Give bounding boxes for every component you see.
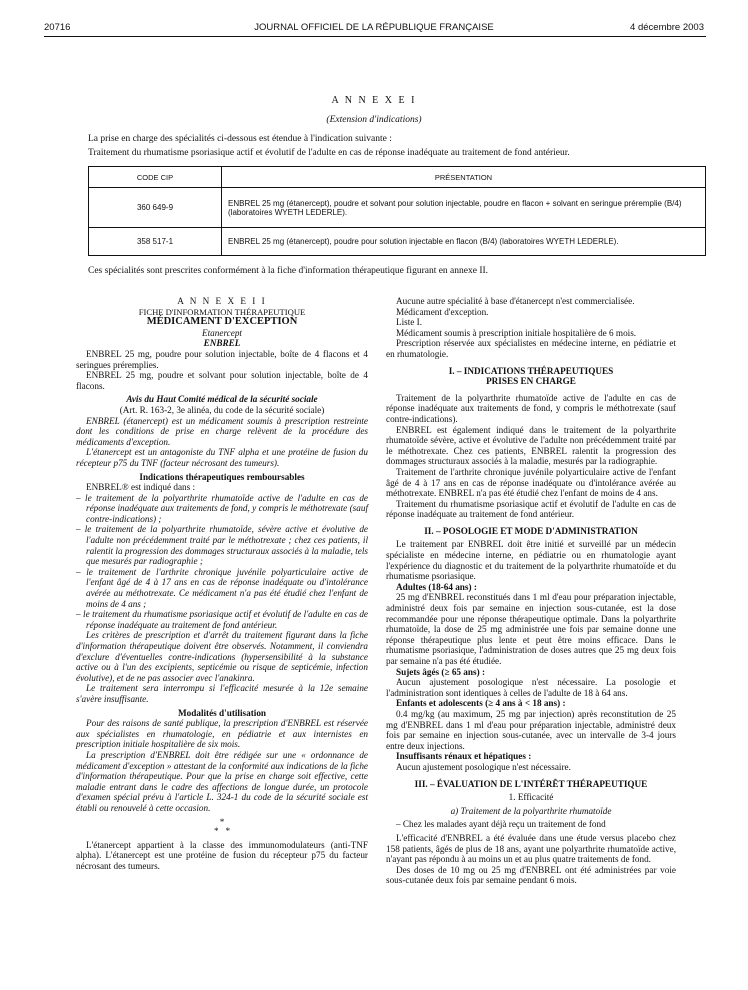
- cip-header-code: CODE CIP: [89, 167, 222, 188]
- avis-article: (Art. R. 163-2, 3e alinéa, du code de la sécurité sociale): [119, 404, 325, 415]
- enfants-paragraph: 0.4 mg/kg (au maximum, 25 mg par injection) après reconstitution de 25 mg d'ENBREL dans 1 ml d'eau pour préparation injectable, administré deux fois par semaine en injection sous-cutanée, avec un intervalle de 3-4 jours entre deux injections.: [386, 708, 676, 751]
- section-2-paragraph-1: Le traitement par ENBREL doit être initié et surveillé par un médecin spécialiste en médecine interne, en pédiatrie ou en rhumatologie ayant l'expérience du diagnostic et du traitement de la polyarthrite rhumatoïde et du rhumatisme psoriasique.: [386, 539, 676, 582]
- brand-name: ENBREL: [203, 338, 241, 349]
- table-row: [89, 188, 706, 228]
- insuffisants-heading: Insuffisants rénaux et hépatiques :: [396, 751, 532, 762]
- annex-1-subtitle: (Extension d'indications): [326, 115, 422, 125]
- annex-1-indication: Traitement du rhumatisme psoriasique actif et évolutif de l'adulte en cas de réponse inadéquate au traitement de fond antérieur.: [88, 148, 570, 158]
- sujets-ages-paragraph: Aucun ajustement posologique n'est nécessaire. La posologie et l'administration sont identiques à celles de l'adulte de 18 à 64 ans.: [386, 677, 676, 698]
- journal-title: JOURNAL OFFICIEL DE LA RÉPUBLIQUE FRANÇAISE: [254, 22, 494, 33]
- section-1-paragraph-3: Traitement de l'arthrite chronique juvénile polyarticulaire active de l'enfant âgé de 4 à 17 ans en cas de réponse inadéquate ou d'intolérance avérée au méthotrexate. ENBREL n'a pas été étudié chez l'enfant de moins de 4 ans.: [386, 466, 676, 499]
- modalites-title: Modalités d'utilisation: [177, 707, 267, 718]
- cip-header-presentation: PRÉSENTATION: [222, 167, 706, 188]
- list-item: – le traitement de la polyarthrite rhumatoïde, sévère active et évolutive de l'adulte non précédemment traité par le méthotrexate ; chez ces patients, il ralentit la progression des dommages structuraux associés à la maladie, tels que mesurés par radiographie ;: [76, 524, 368, 566]
- cip-table: [88, 166, 706, 256]
- section-3-title: III. – ÉVALUATION DE L'INTÉRÊT THÉRAPEUTIQUE: [414, 778, 648, 789]
- cip-presentation-cell: ENBREL 25 mg (étanercept), poudre et solvant pour solution injectable, poudre en flacon + solvant en seringue préremplie (B/4) (laboratoires WYETH LEDERLE).: [222, 188, 706, 228]
- section-1-title: I. – INDICATIONS THÉRAPEUTIQUES PRISES EN CHARGE: [448, 365, 614, 387]
- section-separator-stars: * * *: [213, 816, 231, 836]
- issue-date: 4 décembre 2003: [630, 22, 704, 33]
- table-row: [89, 228, 706, 256]
- cip-code-cell: 358 517-1: [89, 228, 222, 256]
- criteres-paragraph: Les critères de prescription et d'arrêt du traitement figurant dans la fiche d'information thérapeutique doivent être observés. Notamment, il conviendra d'exclure d'éventuelles contre-indications (hypersensibilité à la substance active ou à l'un des excipients, septicémie ou risque de septicémie, infection évolutive), et de ne pas associer avec l'anakinra.: [76, 630, 368, 683]
- reservation-paragraph: Prescription réservée aux spécialistes en médecine interne, en pédiatrie et en rhumatologie.: [386, 338, 676, 359]
- header-rule: [44, 36, 706, 37]
- section-1-paragraph-1: Traitement de la polyarthrite rhumatoïde active de l'adulte en cas de réponse inadéquate aux traitements de fond, y compris le méthotrexate (sauf contre-indications).: [386, 392, 676, 424]
- list-item: – le traitement du rhumatisme psoriasique actif et évolutif de l'adulte en cas de réponse inadéquate au traitement de fond antérieur.: [76, 609, 368, 630]
- annex-1-footnote: Ces spécialités sont prescrites conformément à la fiche d'information thérapeutique figurant en annexe II.: [88, 266, 489, 276]
- insuffisants-paragraph: Aucun ajustement posologique n'est nécessaire.: [396, 761, 571, 772]
- cip-table-header: [89, 167, 706, 188]
- dci-name: Etanercept: [202, 327, 242, 338]
- right-column: [386, 296, 676, 886]
- page-header: [44, 22, 704, 36]
- adultes-paragraph: 25 mg d'ENBREL reconstitués dans 1 ml d'eau pour préparation injectable, administré deux fois par semaine en injection sous-cutanée, est la dose recommandée pour une réponse thérapeutique optimale. Dans la polyarthrite rhumatoïde, la dose de 25 mg administrée une fois par semaine donne une réponse thérapeutique plus lente et peut être moins efficace. Dans le rhumatisme psoriasique, l'administration de doses autres que 25 mg deux fois par semaine n'a pas été étudiée.: [386, 592, 676, 666]
- presentation-1: ENBREL 25 mg, poudre pour solution injectable, boîte de 4 flacons et 4 seringues préremplies.: [76, 348, 368, 370]
- avis-title: Avis du Haut Comité médical de la sécurité sociale: [126, 394, 318, 405]
- left-column: [76, 296, 368, 871]
- adultes-heading: Adultes (18-64 ans) :: [396, 581, 477, 592]
- fiche-title: FICHE D'INFORMATION THÉRAPEUTIQUE: [138, 306, 306, 317]
- list-item: – le traitement de l'arthrite chronique juvénile polyarticulaire active de l'enfant âgé de 4 à 17 ans en cas de réponse inadéquate ou d'intolérance avérée au méthotrexate. Ce médicament n'a pas été étudié chez l'enfant de moins de 4 ans ;: [76, 567, 368, 609]
- indications-list: [76, 493, 368, 631]
- section-1-paragraph-4: Traitement du rhumatisme psoriasique actif et évolutif de l'adulte en cas de réponse inadéquate au traitement de fond antérieur.: [386, 498, 676, 520]
- avis-paragraph-2: L'étanercept est un antagoniste du TNF alpha et une protéine de fusion du récepteur p75 du TNF (facteur nécrosant des tumeurs).: [76, 447, 368, 468]
- annex-2-title: A N N E X E I I: [177, 296, 267, 306]
- enfants-heading: Enfants et adolescents (≥ 4 ans à < 18 ans) :: [396, 698, 566, 709]
- med-exception-paragraph: Médicament d'exception.: [396, 306, 489, 317]
- cip-presentation-cell: ENBREL 25 mg (étanercept), poudre pour solution injectable en flacon (B/4) (laboratoires WYETH LEDERLE).: [222, 228, 706, 256]
- annex-1-title: A N N E X E I: [331, 95, 417, 106]
- modalites-paragraph-1: Pour des raisons de santé publique, la prescription d'ENBREL est réservée aux spécialistes en rhumatologie, en pédiatrie et aux internistes en prescription initiale hospitalière de six mois.: [76, 718, 368, 750]
- interruption-paragraph: Le traitement sera interrompu si l'efficacité mesurée à la 12e semaine s'avère insuffisante.: [76, 683, 368, 704]
- list-item: – le traitement de la polyarthrite rhumatoïde active de l'adulte en cas de réponse inadéquate aux traitements de fond, y compris le méthotrexate (sauf contre-indications) ;: [76, 493, 368, 525]
- liste-paragraph: Liste I.: [396, 317, 423, 328]
- aucune-paragraph: Aucune autre spécialité à base d'étanercept n'est commercialisée.: [396, 296, 635, 306]
- med-exception-title: MÉDICAMENT D'EXCEPTION: [146, 316, 298, 328]
- subsection-a-heading: a) Traitement de la polyarthrite rhumatoïde: [450, 805, 612, 816]
- sujets-ages-heading: Sujets âgés (≥ 65 ans) :: [396, 666, 486, 677]
- prescription-paragraph: Médicament soumis à prescription initiale hospitalière de 6 mois.: [396, 327, 637, 338]
- modalites-paragraph-2: La prescription d'ENBREL doit être rédigée sur une « ordonnance de médicament d'exception » attestant de la conformité aux indications de la fiche d'information thérapeutique. Pour que la prise en charge soit effective, cette maladie entrant dans le cadre des affections de longue durée, un protocole d'examen spécial prévu à l'article L. 324-1 du code de la sécurité sociale est établi ou renouvelé à cette occasion.: [76, 749, 368, 813]
- cip-code-cell: 360 649-9: [89, 188, 222, 228]
- page-number: 20716: [44, 22, 71, 33]
- indications-title: Indications thérapeutiques remboursables: [139, 471, 305, 482]
- chez-les-malades-heading: – Chez les malades ayant déjà reçu un traitement de fond: [396, 819, 606, 830]
- classe-paragraph: L'étanercept appartient à la classe des immunomodulateurs (anti-TNF alpha). L'étanercept est une protéine de fusion du récepteur p75 du facteur nécrosant des tumeurs.: [76, 839, 368, 871]
- efficacite-heading: 1. Efficacité: [508, 792, 554, 803]
- section-2-title: II. – POSOLOGIE ET MODE D'ADMINISTRATION: [424, 525, 638, 536]
- avis-paragraph-1: ENBREL (étanercept) est un médicament soumis à prescription restreinte dont les conditions de prise en charge relèvent de la procédure des médicaments d'exception.: [76, 415, 368, 447]
- indications-intro: ENBREL® est indiqué dans :: [86, 482, 196, 493]
- efficacite-paragraph-2: Des doses de 10 mg ou 25 mg d'ENBREL ont été administrées par voie sous-cutanée deux fois par semaine pendant 6 mois.: [386, 864, 676, 886]
- annex-1-intro: La prise en charge des spécialités ci-dessous est étendue à l'indication suivante :: [88, 134, 392, 144]
- efficacite-paragraph-1: L'efficacité d'ENBREL a été évaluée dans une étude versus placebo chez 158 patients, âgés de plus de 18 ans, ayant une polyarthrite rhumatoïde active, n'ayant pas répondu à au moins un et au plus quatre traitements de fond.: [386, 832, 676, 865]
- presentation-2: ENBREL 25 mg, poudre et solvant pour solution injectable, boîte de 4 flacons.: [76, 370, 368, 391]
- section-1-paragraph-2: ENBREL est également indiqué dans le traitement de la polyarthrite rhumatoïde sévère, active et évolutive de l'adulte non précédemment traité par le méthotrexate. Chez ces patients, ENBREL ralentit la progression des dommages structuraux associés à la maladie, mesurés par la radiographie.: [386, 424, 676, 467]
